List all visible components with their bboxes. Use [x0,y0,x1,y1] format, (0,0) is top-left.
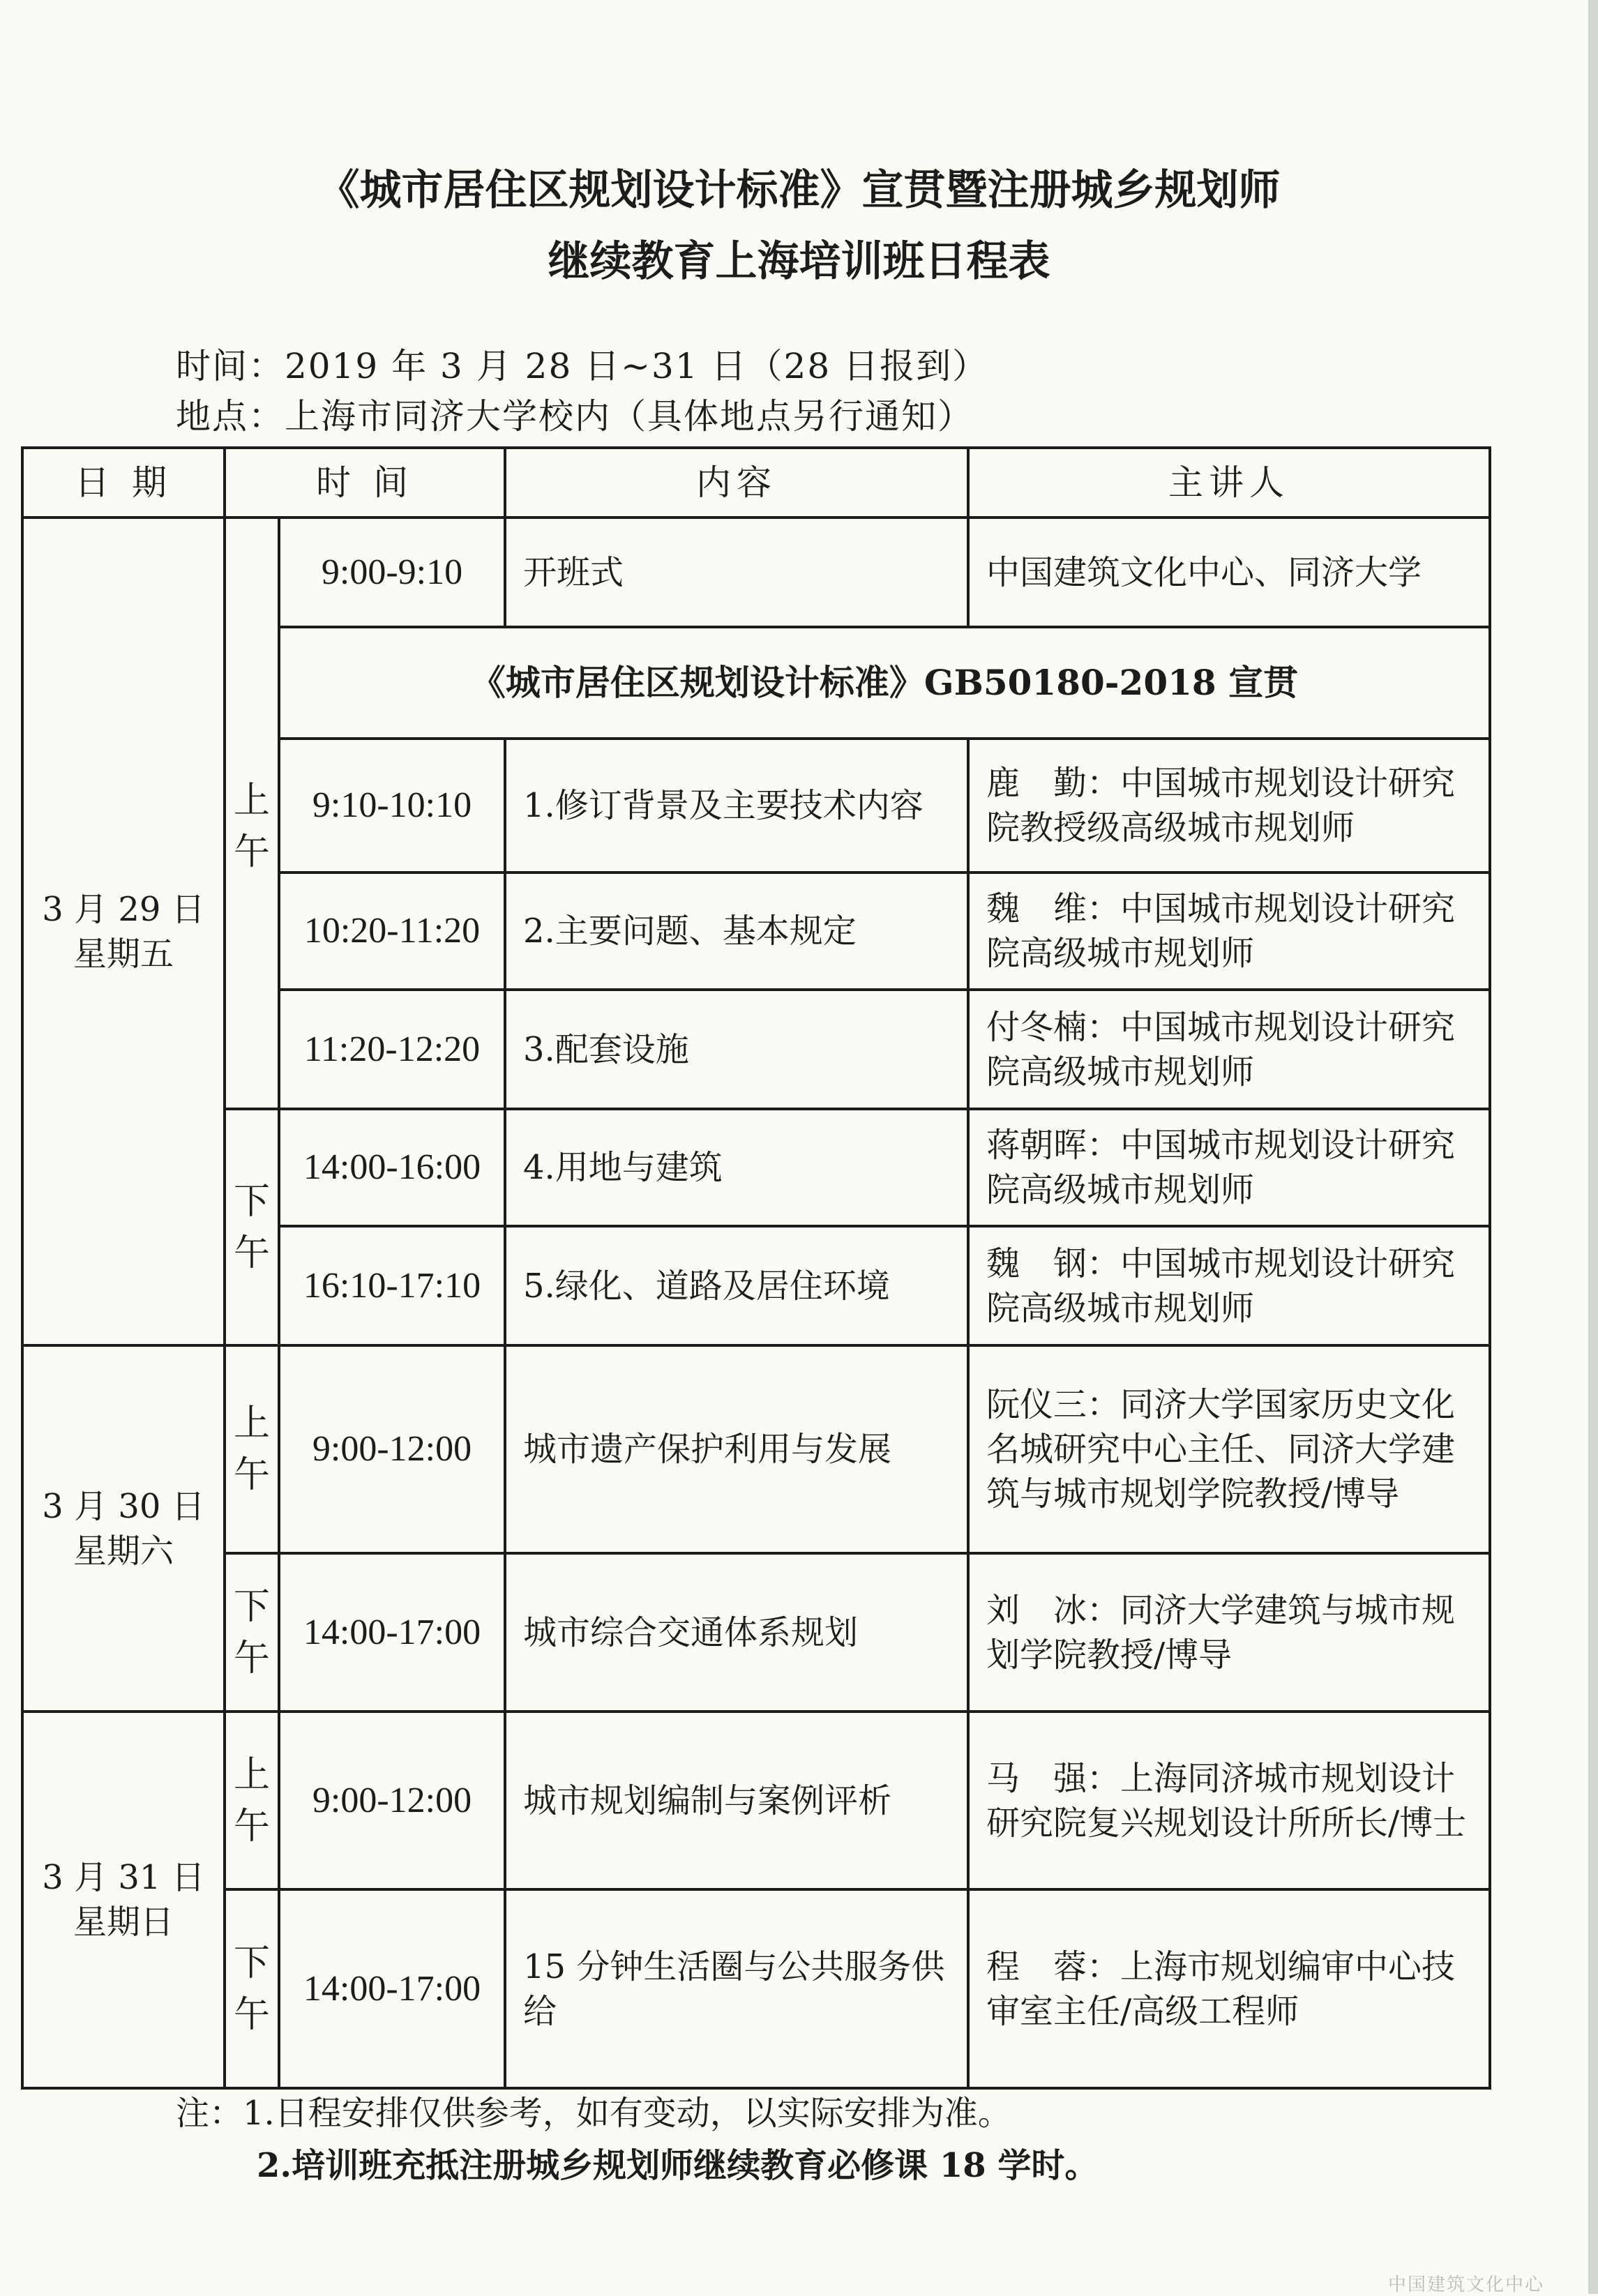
day-cell [24,1713,223,2087]
header-date: 日 期 [75,462,172,503]
day-date: 3 月 31 日 [42,1858,205,1897]
session-speaker: 魏 维：中国城市规划设计研究院高级城市规划师 [986,889,1456,973]
document-title-line1: 《城市居住区规划设计标准》宣贯暨注册城乡规划师 [317,166,1281,215]
session-content: 2.主要问题、基本规定 [523,912,857,951]
session-time: 9:00-9:10 [321,552,463,592]
subheader-standard: 《城市居住区规划设计标准》GB50180-2018 宣贯 [470,662,1299,703]
session-content: 城市遗产保护利用与发展 [523,1430,892,1469]
session-time: 9:00-12:00 [312,1429,472,1469]
session-content: 城市规划编制与案例评析 [523,1781,892,1820]
session-content: 开班式 [523,552,624,592]
session-time: 10:20-11:20 [303,911,481,951]
morning-label: 上 午 [233,1753,270,1848]
header-content: 内容 [696,462,777,503]
session-time: 9:00-12:00 [312,1780,472,1820]
afternoon-label: 下 午 [233,1181,270,1274]
session-content: 15 分钟生活圈与公共服务供给 [523,1947,945,2031]
table-border-right [1488,446,1491,2090]
session-time: 9:10-10:10 [312,785,472,825]
session-speaker: 马 强：上海同济城市规划设计研究院复兴规划设计所所长/博士 [986,1758,1467,1843]
session-speaker: 蒋朝晖：中国城市规划设计研究院高级城市规划师 [986,1126,1456,1209]
session-time: 14:00-16:00 [303,1147,481,1187]
day-weekday: 星期日 [73,1903,174,1942]
session-content: 1.修订背景及主要技术内容 [523,786,924,825]
session-content: 5.绿化、道路及居住环境 [523,1266,890,1306]
session-speaker: 鹿 勤：中国城市规划设计研究院教授级高级城市规划师 [986,764,1456,847]
session-speaker: 刘 冰：同济大学建筑与城市规划学院教授/博导 [986,1590,1456,1675]
session-time: 11:20-12:20 [303,1029,481,1069]
session-speaker: 魏 钢：中国城市规划设计研究院高级城市规划师 [986,1244,1456,1328]
session-time: 16:10-17:10 [303,1265,481,1306]
session-speaker: 中国建筑文化中心、同济大学 [986,552,1422,592]
day-weekday: 星期五 [73,934,174,974]
note-2: 2.培训班充抵注册城乡规划师继续教育必修课 18 学时。 [257,2146,1099,2185]
document-title-line2: 继续教育上海培训班日程表 [548,237,1050,286]
header-time: 时 间 [316,462,414,503]
table-border-bottom [21,2087,1491,2090]
session-speaker: 程 蓉：上海市规划编审中心技审室主任/高级工程师 [986,1947,1456,2031]
event-place: 地点：上海市同济大学校内（具体地点另行通知） [176,396,974,437]
afternoon-label: 下 午 [233,1585,270,1679]
day-cell [24,1347,223,1710]
day-cell [24,519,223,1344]
session-time: 14:00-17:00 [303,1612,481,1652]
session-content: 4.用地与建筑 [523,1148,723,1187]
event-time: 时间：2019 年 3 月 28 日~31 日（28 日报到） [176,346,989,386]
day-date: 3 月 29 日 [42,889,205,929]
note-1: 注：1.日程安排仅供参考，如有变动，以实际安排为准。 [176,2094,1011,2133]
header-speaker: 主讲人 [1168,462,1290,503]
morning-label: 上 午 [233,1403,270,1496]
afternoon-label: 下 午 [233,1942,270,2036]
session-content: 3.配套设施 [523,1029,689,1069]
session-speaker: 付冬楠：中国城市规划设计研究院高级城市规划师 [986,1007,1456,1092]
morning-label: 上 午 [233,780,270,873]
watermark-text: 中国建筑文化中心 [1388,2274,1545,2295]
day-weekday: 星期六 [73,1531,174,1571]
day-date: 3 月 30 日 [42,1486,205,1526]
session-time: 14:00-17:00 [303,1968,481,2009]
session-speaker: 阮仪三：同济大学国家历史文化名城研究中心主任、同济大学建筑与城市规划学院教授/博导 [986,1385,1456,1513]
session-content: 城市综合交通体系规划 [523,1613,859,1652]
